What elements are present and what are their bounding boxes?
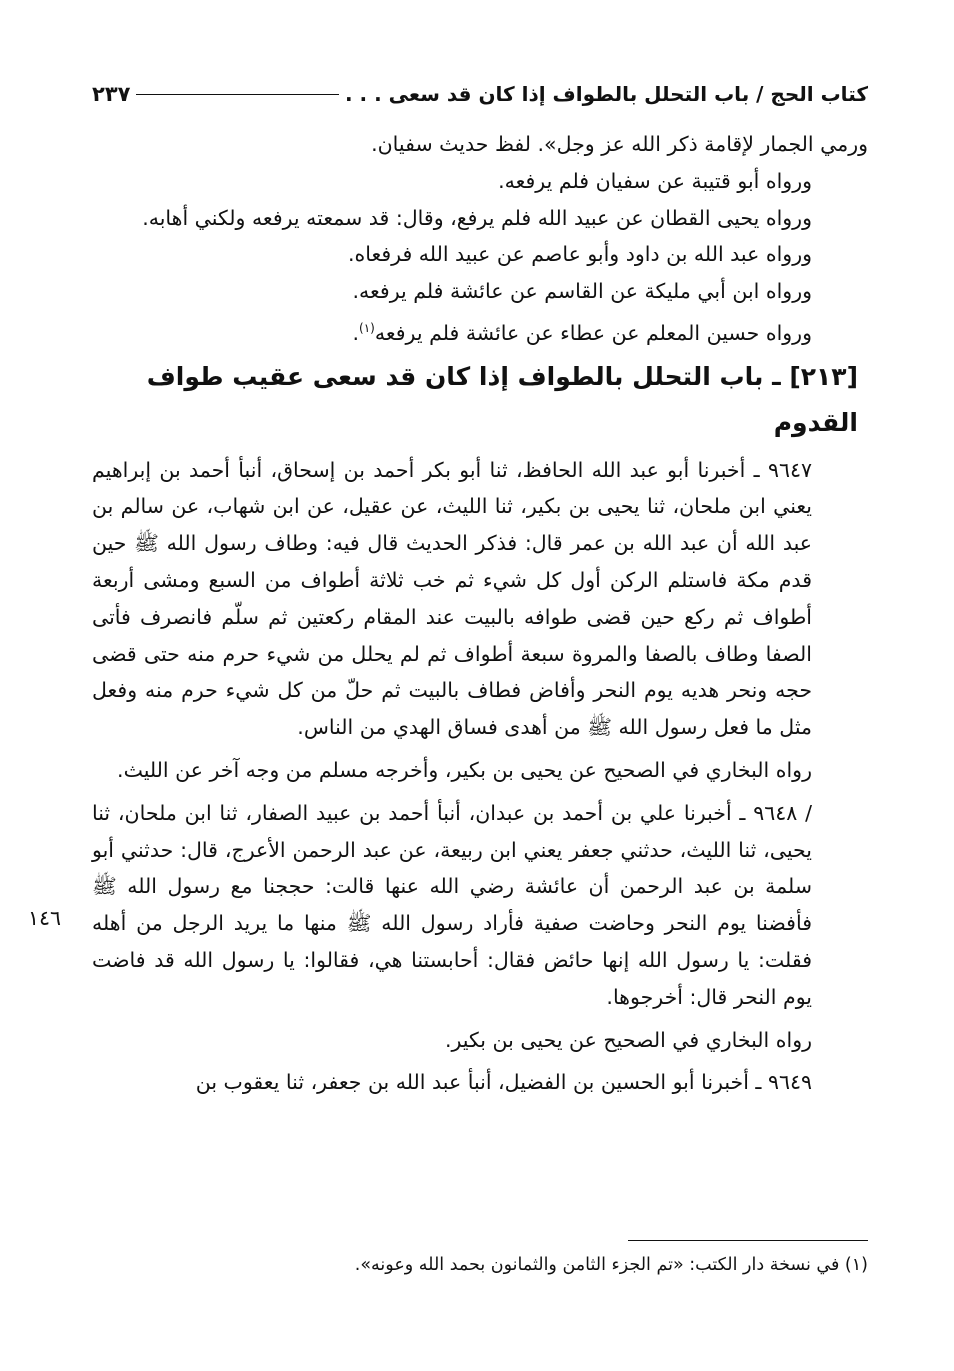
running-title: كتاب الحج / باب التحلل بالطواف إذا كان قد سعى . . . — [345, 82, 868, 106]
text-line: ورمي الجمار لإقامة ذكر الله عز وجل». لفظ حديث سفيان. — [371, 132, 868, 156]
text-line: ورواه أبو قتيبة عن سفيان فلم يرفعه. — [498, 168, 812, 193]
header-rule — [136, 94, 339, 95]
hadith-9647: ٩٦٤٧ ـ أخبرنا أبو عبد الله الحافظ، ثنا أبو بكر أحمد بن إسحاق، أنبأ أحمد بن إبراهيم يعني ابن ملحان، ثنا يحيى بن بكير، ثنا الليث، عن عقيل، عن ابن شهاب، عن سالم بن عبد الله أن عبد الله بن عمر قال: فذكر الحديث قال فيه: وطاف رسول الله ﷺ حين قدم مكة فاستلم الركن أول كل شيء ثم خب ثلاثة أطواف من السبع ومشى أربعة أطواف ثم ركع حين قضى طوافه بالبيت عند المقام ركعتين ثم سلّم فانصرف فأتى الصفا وطاف بالصفا والمروة سبعة أطواف ثم لم يحلل من شيء حرم منه حتى قضى حجه ونحر هديه يوم النحر وأفاض فطاف بالبيت ثم حلّ من كل شيء حرم منه وفعل مثل ما فعل رسول الله ﷺ من أهدى فساق الهدي من الناس. — [92, 457, 812, 740]
hadith-note: رواه البخاري في الصحيح عن يحيى بن بكير، وأخرجه مسلم من وجه آخر عن الليث. — [117, 757, 812, 782]
chapter-heading: [٢١٣] ـ باب التحلل بالطواف إذا كان قد سعى عقيب طواف القدوم — [146, 361, 858, 437]
text-line-content: ورواه حسين المعلم عن عطاء عن عائشة فلم يرفعه — [374, 320, 812, 345]
margin-page-number: ١٤٦ — [28, 906, 62, 930]
text-line: ورواه يحيى القطان عن عبيد الله فلم يرفع، وقال: قد سمعته يرفعه ولكني أهابه. — [142, 205, 812, 230]
page-body — [92, 126, 868, 1101]
footnote-rule — [628, 1240, 868, 1241]
footnote-marker: (١) — [359, 320, 375, 335]
text-line-end: . — [352, 320, 360, 345]
text-line — [92, 310, 868, 352]
text-line: ورواه عبد الله بن داود وأبو عاصم عن عبيد الله فرفعاه. — [347, 242, 812, 267]
running-header — [92, 76, 868, 112]
text-line: ورواه ابن أبي مليكة عن القاسم عن عائشة فلم يرفعه. — [352, 279, 812, 304]
footnote: (١) في نسخة دار الكتب: «تم الجزء الثامن والثمانون بحمد الله وعونه». — [354, 1255, 868, 1275]
hadith-note: رواه البخاري في الصحيح عن يحيى بن بكير. — [444, 1027, 812, 1052]
page-number: ٢٣٧ — [92, 82, 131, 106]
hadith-9648: / ٩٦٤٨ ـ أخبرنا علي بن أحمد بن عبدان، أنبأ أحمد بن عبيد الصفار، ثنا ابن ملحان، ثنا يحيى، ثنا الليث، حدثني جعفر يعني ابن ربيعة، عن عبد الرحمن الأعرج، قال: حدثني أبو سلمة بن عبد الرحمن أن عائشة رضي الله عنها قالت: حججنا مع رسول الله ﷺ فأفضنا يوم النحر وحاضت صفية فأراد رسول الله ﷺ منها ما يريد الرجل من أهله فقلت: يا رسول الله إنها حائض فقال: أحابستنا هي، فقالوا: يا رسول الله قد فاضت يوم النحر قال: أخرجوها. — [92, 800, 812, 1009]
hadith-9649: ٩٦٤٩ ـ أخبرنا أبو الحسين بن الفضيل، أنبأ عبد الله بن جعفر، ثنا يعقوب بن — [195, 1070, 812, 1095]
